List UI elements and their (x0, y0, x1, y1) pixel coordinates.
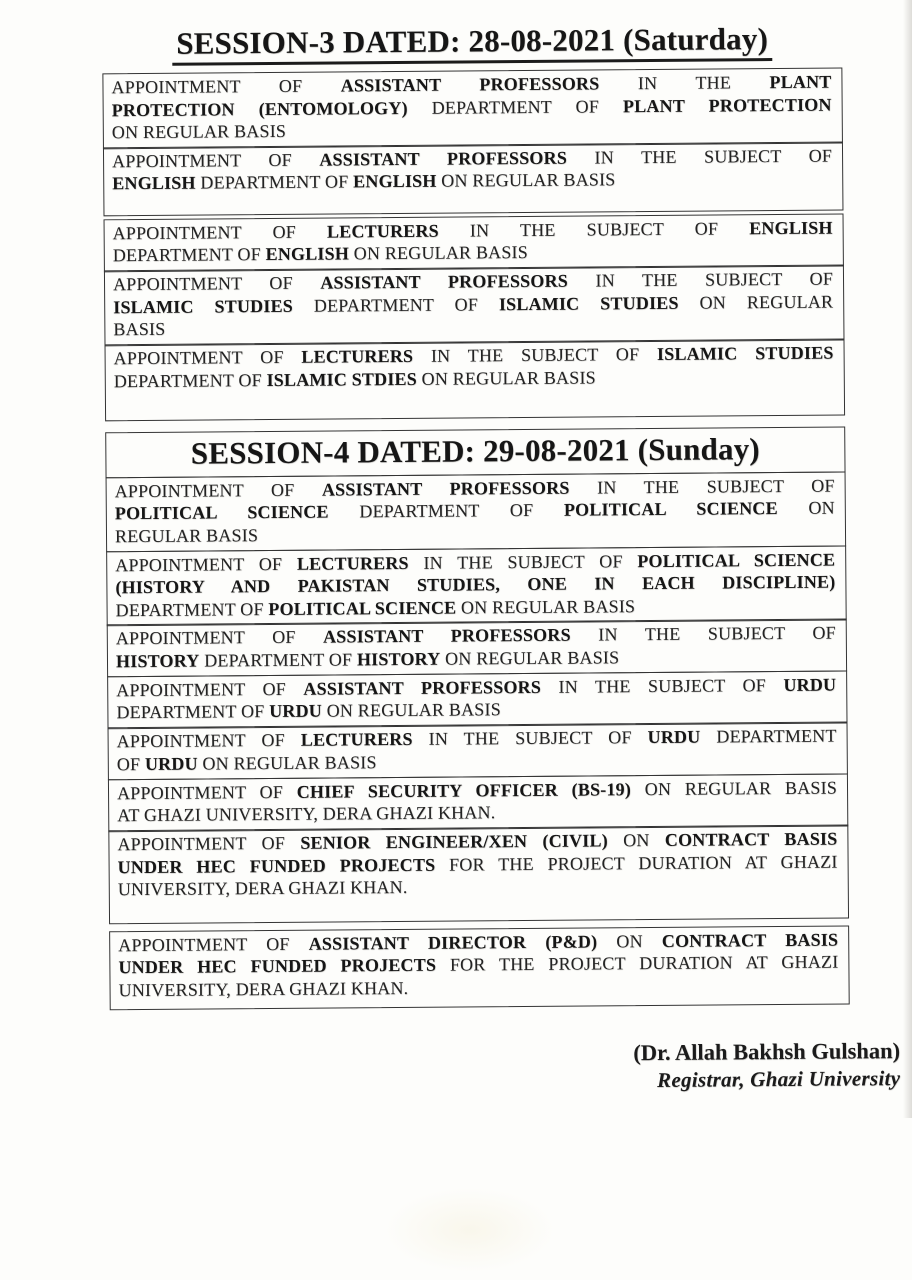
text-segment: POLITICAL SCIENCE (114, 501, 329, 524)
text-segment: URDU (647, 726, 701, 748)
text-segment: PLANT (769, 71, 832, 93)
session-4-section (105, 427, 850, 1011)
text-segment: UNDER HEC FUNDED PROJECTS (117, 854, 436, 877)
text-segment: POLITICAL SCIENCE (563, 498, 778, 520)
document-content (102, 21, 901, 1267)
text-segment: SENIOR ENGINEER/XEN (CIVIL) (300, 830, 608, 853)
appointment-line (117, 747, 837, 775)
text-segment: APPOINTMENT OF (117, 832, 301, 855)
text-segment: HISTORY (356, 648, 441, 670)
text-segment: FOR THE PROJECT DURATION AT GHAZI (436, 951, 839, 975)
text-segment: ON REGULAR BASIS (436, 169, 616, 192)
text-segment: ON REGULAR (678, 291, 834, 313)
appointment-item (104, 265, 845, 346)
text-segment: APPOINTMENT OF (111, 75, 341, 98)
text-segment: IN THE SUBJECT OF (413, 344, 658, 367)
text-segment: ON (777, 497, 835, 519)
session-3-section (102, 21, 845, 422)
text-segment: ISLAMIC STUDIES (113, 295, 294, 318)
appointment-item (109, 925, 850, 1010)
text-segment: APPOINTMENT OF (115, 553, 297, 575)
text-segment: ASSISTANT PROFESSORS (340, 73, 600, 96)
text-segment: PLANT PROTECTION (622, 94, 832, 116)
session-4-title-box (105, 427, 845, 479)
appointment-line (117, 799, 837, 827)
text-segment: ASSISTANT PROFESSORS (322, 625, 571, 648)
text-segment: IN THE SUBJECT OF (408, 550, 638, 573)
text-segment: ON (607, 829, 665, 851)
session-4-items (106, 471, 850, 1010)
appointment-line (116, 645, 836, 673)
appointment-line (115, 519, 835, 547)
text-segment: UNIVERSITY, DERA GHAZI KHAN. (117, 877, 408, 900)
appointment-item (107, 619, 847, 678)
appointment-item (103, 141, 844, 216)
text-segment: DEPARTMENT OF (115, 598, 269, 620)
text-segment: APPOINTMENT OF (116, 730, 301, 752)
text-segment: APPOINTMENT OF (115, 627, 324, 649)
text-segment: ASSISTANT PROFESSORS (319, 147, 568, 170)
text-segment: APPOINTMENT OF (112, 272, 321, 295)
text-segment: ASSISTANT PROFESSORS (303, 676, 542, 699)
text-segment: BASIS (113, 319, 166, 340)
text-segment: ENGLISH (749, 217, 833, 239)
text-segment: ENGLISH (112, 173, 196, 194)
scan-edge-shadow (903, 0, 912, 1118)
appointment-line (112, 167, 832, 195)
text-segment: ISLAMIC STDIES (266, 368, 417, 390)
appointment-item (108, 773, 848, 832)
text-segment: IN THE SUBJECT OF (438, 218, 750, 241)
text-segment: APPOINTMENT OF (116, 781, 297, 803)
text-segment: UNDER HEC FUNDED PROJECTS (118, 954, 437, 978)
text-segment: IN THE SUBJECT OF (566, 145, 833, 168)
text-segment: HISTORY (115, 650, 200, 672)
text-segment: POLITICAL SCIENCE (637, 549, 836, 571)
session-3-title: SESSION-3 DATED: 28-08-2021 (Saturday) (172, 21, 772, 66)
appointment-line (113, 239, 833, 267)
appointment-line (112, 116, 832, 144)
session-3-items (102, 68, 845, 422)
text-segment: APPOINTMENT OF (118, 933, 309, 955)
text-segment: ISLAMIC STUDIES (498, 292, 679, 315)
text-segment: PROTECTION (ENTOMOLOGY) (111, 97, 408, 120)
text-segment: AT GHAZI UNIVERSITY, DERA GHAZI KHAN. (117, 802, 496, 826)
text-segment: (HISTORY AND PAKISTAN STUDIES, ONE IN EACH DISCIPLINE) (115, 571, 836, 598)
session-3-title-wrap (102, 21, 842, 67)
text-segment: ISLAMIC STUDIES (656, 342, 834, 365)
text-segment: LECTURERS (301, 346, 414, 367)
appointment-item (108, 825, 849, 924)
text-segment: ON REGULAR BASIS (416, 367, 596, 389)
text-segment: APPOINTMENT OF (116, 678, 304, 701)
appointment-line (116, 696, 836, 724)
text-segment: OF (116, 753, 146, 774)
signatory-role: Registrar, Ghazi University (656, 1066, 901, 1092)
text-segment: IN THE SUBJECT OF (570, 623, 836, 646)
text-segment: ON REGULAR BASIS (197, 751, 377, 774)
text-segment: DEPARTMENT (700, 725, 837, 747)
text-segment: IN THE SUBJECT OF (412, 727, 648, 750)
text-segment: ASSISTANT PROFESSORS (320, 270, 569, 293)
text-segment: ON REGULAR BASIS (440, 647, 620, 669)
text-segment: ON (597, 930, 662, 952)
text-segment: DEPARTMENT OF (112, 244, 266, 266)
text-segment: CONTRACT BASIS (664, 828, 838, 850)
text-segment: FOR THE PROJECT DURATION AT GHAZI (435, 851, 838, 875)
text-segment: ENGLISH (353, 171, 437, 192)
text-segment: DEPARTMENT OF (407, 95, 624, 118)
appointment-item (106, 471, 847, 552)
text-segment: IN THE (599, 72, 770, 94)
text-segment: IN THE SUBJECT OF (569, 475, 835, 498)
text-segment: DEPARTMENT OF (292, 294, 499, 316)
text-segment: LECTURERS (300, 729, 413, 751)
text-segment: APPOINTMENT OF (113, 346, 302, 369)
appointment-line (114, 364, 834, 392)
text-segment: ON REGULAR BASIS (456, 595, 636, 618)
text-segment: CONTRACT BASIS (661, 929, 839, 951)
text-segment: APPOINTMENT OF (111, 149, 320, 172)
text-segment: URDU (144, 753, 198, 774)
text-segment: ENGLISH (265, 243, 350, 265)
text-segment: APPOINTMENT OF (114, 479, 322, 501)
text-segment: UNIVERSITY, DERA GHAZI KHAN. (118, 977, 409, 1000)
text-segment: IN THE SUBJECT OF (540, 674, 784, 697)
appointment-item (105, 339, 846, 422)
text-segment: DEPARTMENT OF (195, 171, 354, 193)
text-segment: ON REGULAR BASIS (630, 777, 838, 799)
text-segment: URDU (783, 674, 837, 695)
text-segment: LECTURERS (326, 220, 439, 242)
text-segment: CHIEF SECURITY OFFICER (BS-19) (296, 778, 632, 802)
text-segment: APPOINTMENT OF (112, 221, 328, 244)
text-segment: DEPARTMENT OF (116, 701, 270, 723)
appointment-item (107, 670, 847, 729)
session-4-title: SESSION-4 DATED: 29-08-2021 (Sunday) (190, 431, 761, 471)
text-segment: ASSISTANT PROFESSORS (321, 477, 570, 500)
signatory-name: (Dr. Allah Bakhsh Gulshan) (633, 1038, 901, 1066)
text-segment: ON REGULAR BASIS (111, 120, 287, 143)
text-segment: LECTURERS (296, 552, 409, 574)
signature-block (633, 1038, 900, 1093)
appointment-item (104, 213, 844, 272)
text-segment: IN THE SUBJECT OF (567, 268, 834, 291)
text-segment: ASSISTANT DIRECTOR (P&D) (308, 931, 598, 954)
text-segment: POLITICAL SCIENCE (268, 597, 457, 619)
appointment-item (108, 722, 848, 781)
appointment-item (102, 68, 843, 149)
text-segment: DEPARTMENT OF (113, 369, 267, 391)
text-segment: DEPARTMENT OF (199, 649, 357, 671)
text-segment: DEPARTMENT OF (328, 499, 564, 522)
text-segment: URDU (269, 700, 323, 722)
appointment-line (118, 873, 838, 901)
text-segment: ON REGULAR BASIS (348, 242, 529, 264)
text-segment: REGULAR BASIS (114, 524, 259, 546)
appointment-item (106, 545, 847, 626)
text-segment: ON REGULAR BASIS (321, 699, 501, 721)
